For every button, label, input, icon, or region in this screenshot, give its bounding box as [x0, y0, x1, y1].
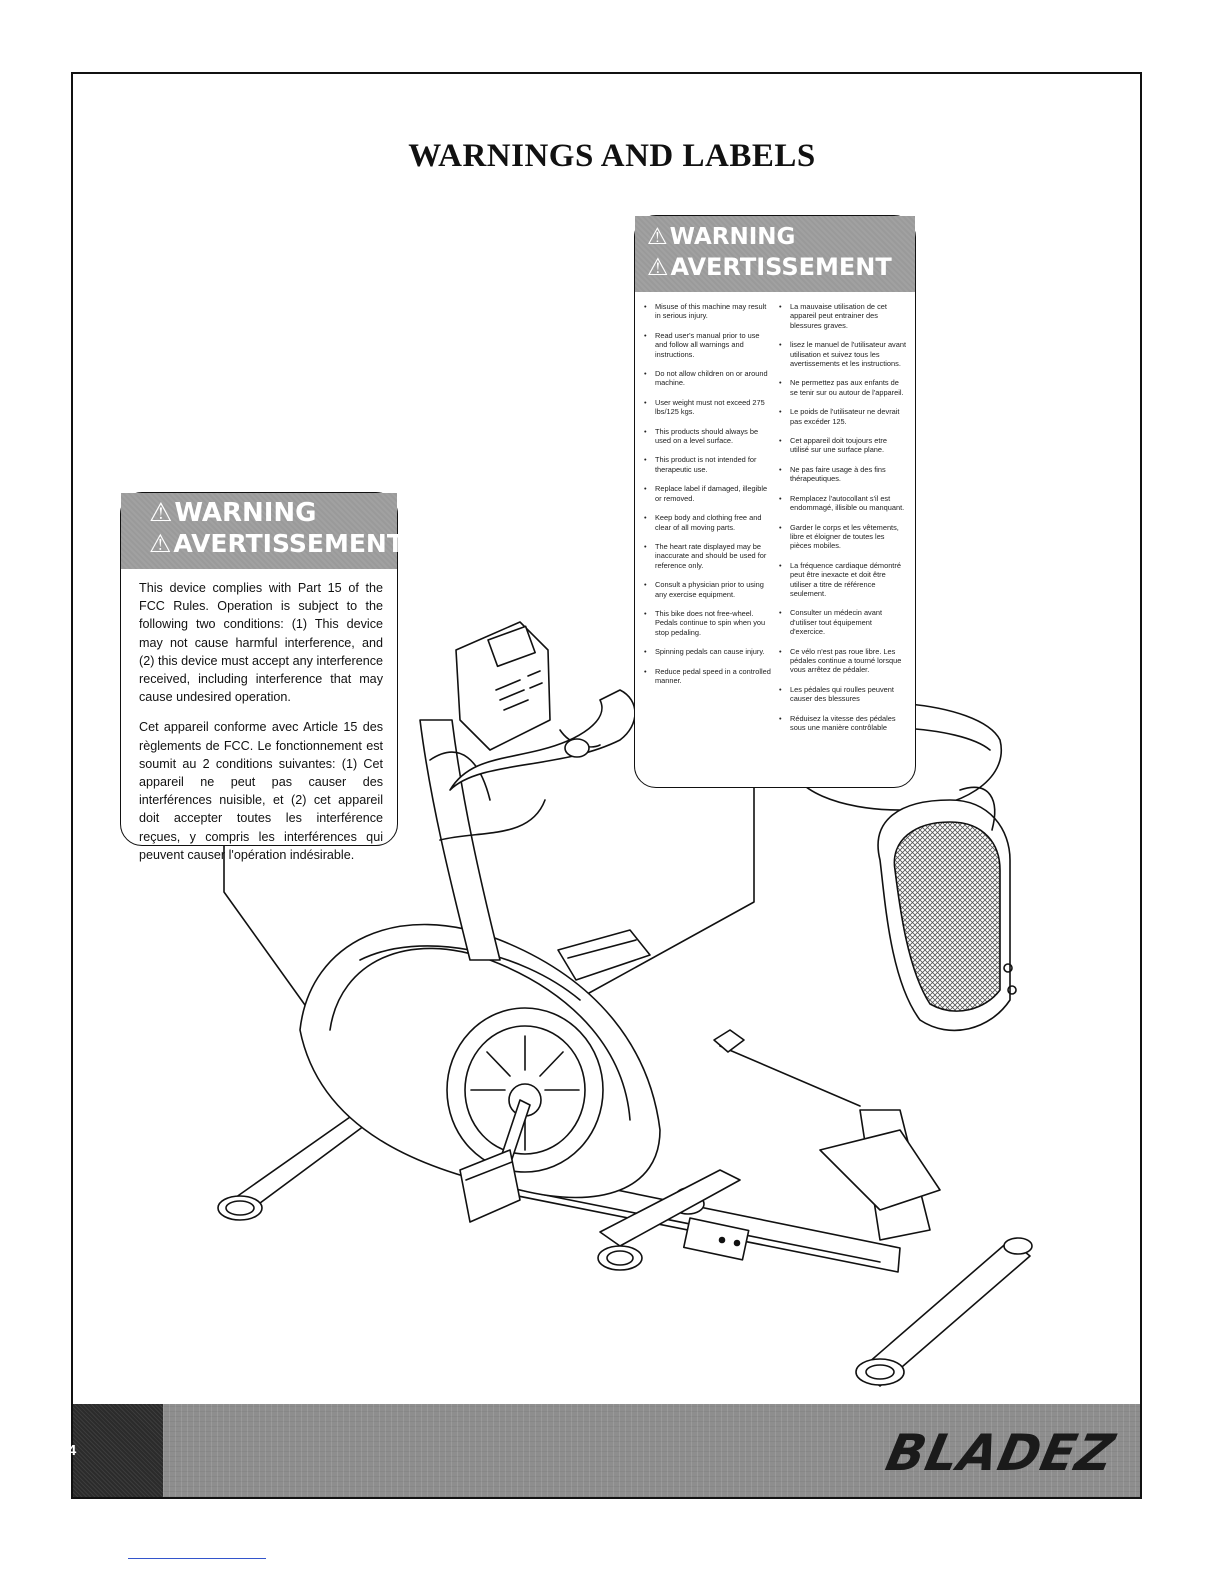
warning-triangle-icon: ⚠ [149, 497, 173, 528]
list-item: • La fréquence cardiaque démontré peut être inexacte et doit être utiliser a titre de référence seulement. [778, 561, 907, 599]
list-item: • Do not allow children on or around machine. [643, 369, 772, 388]
list-item: • User weight must not exceed 275 lbs/125 kgs. [643, 398, 772, 417]
warning-triangle-icon: ⚠ [149, 529, 172, 558]
warning-triangle-icon: ⚠ [647, 223, 668, 250]
list-item: • Cet appareil doit toujours etre utilisé sur une surface plane. [778, 436, 907, 455]
warning-header [635, 216, 915, 292]
list-item: • Ne pas faire usage à des fins thérapeutiques. [778, 465, 907, 484]
list-item: • Read user's manual prior to use and follow all warnings and instructions. [643, 331, 772, 359]
page-title: WARNINGS AND LABELS [408, 138, 816, 174]
list-item: • Les pédales qui roulles peuvent causer des blessures [778, 685, 907, 704]
list-item: • Consult a physician prior to using any exercise equipment. [643, 580, 772, 599]
fcc-paragraph-french: Cet appareil conforme avec Article 15 des règlements de FCC. Le fonctionnement est soumit au 2 conditions suivantes: (1) Cet appareil ne peut pas causer des interférences nuisible, et (2) cet appareil doit accepter toutes les interférence reçues, y compris les interférences qui peuvent causer l'opération indésirable. [139, 720, 383, 862]
fcc-warning-label [120, 492, 404, 862]
list-item: • Reduce pedal speed in a controlled manner. [643, 667, 772, 686]
list-item: • lisez le manuel de l'utilisateur avant utilisation et suivez tous les avertissements et les instructions. [778, 340, 907, 368]
list-item: • Ne permettez pas aux enfants de se tenir sur ou autour de l'appareil. [778, 378, 907, 397]
list-item: • Ce vélo n'est pas roue libre. Les pédales continue a tourné lorsque vous arrêtez de pédaler. [778, 647, 907, 675]
warning-heading: WARNING [174, 497, 317, 528]
safety-warning-label [634, 215, 916, 788]
warning-heading: WARNING [669, 223, 796, 250]
page-number-box [67, 1404, 163, 1497]
list-item: • Keep body and clothing free and clear of all moving parts. [643, 513, 772, 532]
avertissement-heading: AVERTISSEMENT [173, 529, 404, 558]
list-item: • This products should always be used on a level surface. [643, 427, 772, 446]
french-warnings-column [778, 302, 907, 742]
brand-text: BLADEZ [881, 1423, 1121, 1482]
fcc-paragraph-english: This device complies with Part 15 of the FCC Rules. Operation is subject to the following two conditions: (1) This device may not cause harmful interference, and (2) this device must accept any interference received, including interference that may cause undesired operation. [139, 581, 383, 705]
list-item: • This bike does not free-wheel. Pedals continue to spin when you stop pedaling. [643, 609, 772, 637]
list-item: • The heart rate displayed may be inaccurate and should be used for reference only. [643, 542, 772, 570]
avertissement-heading: AVERTISSEMENT [670, 253, 892, 281]
list-item: • Garder le corps et les vêtements, libre et éloigner de toutes les pièces mobiles. [778, 523, 907, 551]
list-item: • Le poids de l'utilisateur ne devrait pas excéder 125. [778, 407, 907, 426]
list-item: • Réduisez la vitesse des pédales sous une manière contrôlable [778, 714, 907, 733]
bladez-logo [882, 1422, 1132, 1482]
warning-triangle-icon: ⚠ [647, 253, 669, 281]
list-item: • La mauvaise utilisation de cet appareil peut entrainer des blessures graves. [778, 302, 907, 330]
warning-header [121, 493, 404, 569]
list-item: • Misuse of this machine may result in serious injury. [643, 302, 772, 321]
list-item: • Replace label if damaged, illegible or removed. [643, 484, 772, 503]
english-warnings-column [643, 302, 772, 742]
list-item: • Remplacez l'autocollant s'il est endommagé, illisible ou manquant. [778, 494, 907, 513]
list-item: • Spinning pedals can cause injury. [643, 647, 772, 656]
link-underline [128, 1558, 266, 1559]
list-item: • This product is not intended for therapeutic use. [643, 455, 772, 474]
page-number: 4 [67, 1442, 77, 1459]
warning-body [121, 569, 397, 864]
list-item: • Consulter un médecin avant d'utiliser tout équipement d'exercice. [778, 608, 907, 636]
